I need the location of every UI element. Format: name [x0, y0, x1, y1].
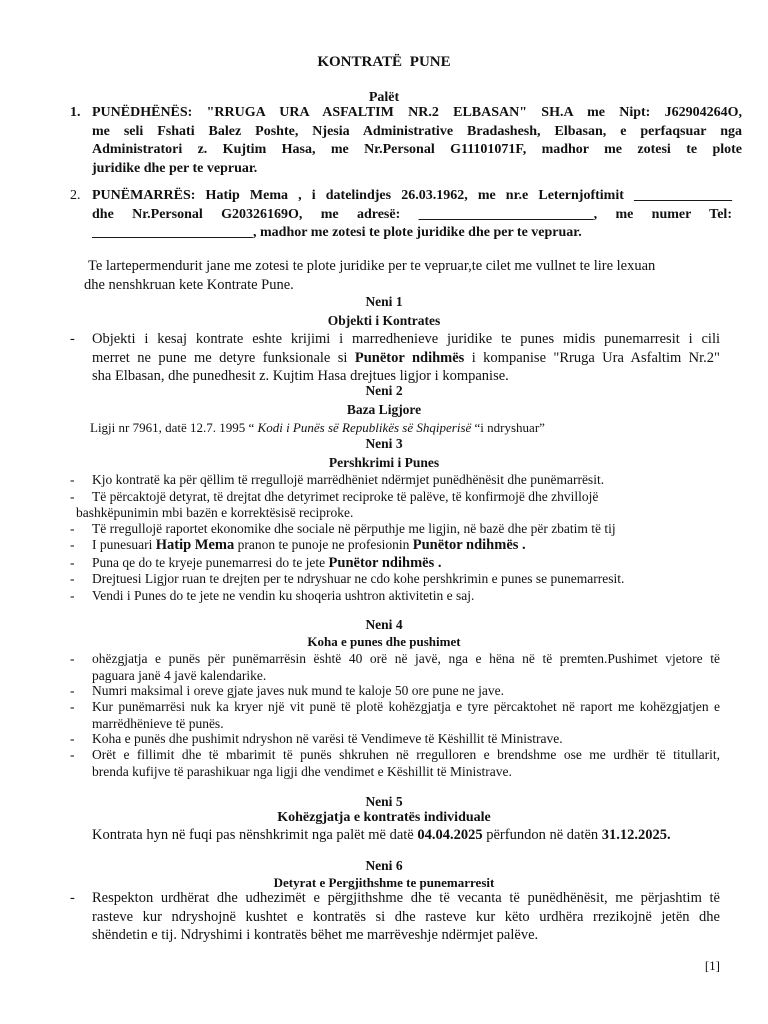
duration-text-start: Kontrata hyn në fuqi pas nënshkrimit nga palët më datë	[92, 827, 418, 843]
bullet-dash: -	[70, 571, 75, 586]
bullet-dash: -	[70, 521, 75, 536]
legal-basis-prefix: Ligji nr 7961, datë 12.7. 1995 “	[90, 420, 258, 435]
article-title: Kohëzgjatja e kontratës individuale	[277, 810, 491, 825]
duration-text-end: përfundon në datën	[482, 827, 602, 843]
start-date: 04.04.2025	[417, 827, 483, 843]
bullet-dash: -	[70, 555, 75, 570]
article-title: Baza Ligjore	[346, 402, 422, 417]
party-line: PUNËMARRËS: Hatip Mema , i datelindjes 26.03.1962, me nr.e Leternjoftimit ______________	[92, 188, 732, 203]
list-item-text: Të rregullojë raportet ekonomike dhe sociale në përputhje me ligjin, në bazë dhe për zbatim të tij	[92, 521, 616, 536]
article-title: Detyrat e Pergjithshme te punemarresit	[273, 875, 495, 890]
bullet-dash: -	[70, 747, 75, 762]
list-item-text: Puna qe do te kryeje punemarresi do te jete Punëtor ndihmës .	[92, 555, 442, 571]
article-heading: Neni 5	[365, 794, 403, 809]
list-item-text: Numri maksimal i oreve gjate javes nuk mund te kaloje 50 ore pune ne jave.	[92, 683, 505, 698]
bullet-dash: -	[70, 683, 75, 698]
list-item-text: Vendi i Punes do te jete ne vendin ku shoqeria ushtron aktivitetin e saj.	[92, 588, 475, 603]
party-line: me seli Fshati Balez Poshte, Njesia Administrative Bradashesh, Elbasan, e perfaqsuar nga	[92, 123, 742, 139]
party-line: PUNËDHËNËS: "RRUGA URA ASFALTIM NR.2 ELBASAN" SH.A me Nipt: J62904264O,	[92, 105, 742, 120]
party-line: juridike dhe per te vepruar.	[92, 160, 258, 176]
bullet-dash: -	[70, 731, 75, 746]
article-line: rasteve kur ndryshojnë kushtet e kontratës si dhe rasteve kur këto urdhëra rrezikojnë jetën dhe	[92, 908, 720, 925]
bullet-dash: -	[70, 651, 75, 666]
list-item-text: Orët e fillimit dhe të mbarimit të punës shkruhen në rregulloren e brendshme ose me urdhër të titullarit,	[92, 747, 720, 762]
intro-line: Te lartepermendurit jane me zotesi te plote juridike per te vepruar,te cilet me vullnet te lire lexuan	[88, 258, 656, 274]
list-item-text: paguara janë 4 javë kalendarike.	[92, 667, 267, 683]
list-item-text: I punesuari Hatip Mema pranon te punoje ne profesionin Punëtor ndihmës .	[92, 537, 526, 553]
article-heading: Neni 1	[365, 294, 403, 309]
bullet-dash: -	[70, 331, 75, 347]
legal-basis-suffix: “i ndryshuar”	[474, 420, 545, 435]
list-item-text: marrëdhënieve të punës.	[92, 715, 224, 731]
article-line: sha Elbasan, dhe punedhesit z. Kujtim Hasa drejtues ligjor i kompanise.	[92, 368, 509, 384]
article-line: Respekton urdhërat dhe udhezimët e përgjithshme dhe të vecanta të punëdhënësit, me përjashtim të	[92, 890, 720, 906]
intro-paragraph	[84, 257, 728, 295]
parties-heading: Palët	[368, 90, 400, 105]
list-item-text: Të përcaktojë detyrat, të drejtat dhe detyrimet reciproke të palëve, të konfirmojë dhe zhvillojë	[92, 489, 599, 504]
bullet-dash: -	[70, 537, 75, 552]
list-item-text: bashkëpunimin mbi bazën e korrektësisë reciproke.	[76, 505, 354, 520]
article-title: Koha e punes dhe pushimet	[307, 634, 461, 649]
intro-line: dhe nenshkruan kete Kontrate Pune.	[84, 277, 294, 293]
bullet-dash: -	[70, 489, 75, 504]
page-number: [1]	[704, 958, 720, 973]
legal-basis-code-name: Kodi i Punës së Republikës së Shqiperisë	[257, 420, 475, 435]
bullet-dash: -	[70, 890, 75, 906]
list-item-text: Koha e punës dhe pushimit ndryshon në varësi të Vendimeve të Këshillit të Ministrave.	[92, 731, 563, 746]
article-line: Objekti i kesaj kontrate eshte krijimi i marredhenieve juridike te punes midis punemarresit i cili	[92, 331, 720, 347]
article-line: shëndetin e tij. Ndryshimi i kontratës bëhet me marrëveshje ndërmjet palëve.	[92, 927, 539, 943]
list-item-text: Drejtuesi Ligjor ruan te drejten per te ndryshuar ne cdo kohe pershkrimin e punes se punemarresit.	[92, 571, 625, 586]
party-number: 1.	[70, 105, 81, 120]
document-title: KONTRATË PUNE	[317, 54, 451, 70]
list-item-text: brenda kufijve të parashikuar nga ligji dhe vendimet e Këshillit të Ministrave.	[92, 763, 512, 779]
article-heading: Neni 6	[365, 858, 403, 873]
list-item-text: Kjo kontratë ka për qëllim të rregullojë marrëdhëniet ndërmjet punëdhënësit dhe punëmarrësit.	[92, 472, 605, 487]
article-line: merret ne pune me detyre funksionale si Punëtor ndihmës i kompanise "Rruga Ura Asfaltim Nr.2"	[92, 349, 720, 366]
article-title: Objekti i Kontrates	[327, 313, 441, 328]
article-title: Pershkrimi i Punes	[328, 455, 440, 470]
article-heading: Neni 2	[365, 383, 403, 398]
party-number: 2.	[70, 188, 81, 203]
article-heading: Neni 4	[365, 617, 403, 632]
party-line: _______________________, madhor me zotesi te plote juridike dhe per te vepruar.	[92, 225, 582, 240]
party-line: Administratori z. Kujtim Hasa, me Nr.Personal G11101071F, madhor me zotesi te plote	[92, 142, 742, 157]
bullet-dash: -	[70, 472, 75, 487]
contract-duration-text	[92, 827, 671, 844]
list-item-text: Kur punëmarrësi nuk ka kryer një vit punë të plotë kohëzgjatja e tyre përcaktohet në raport me kohëzgjatjen e	[92, 699, 720, 714]
end-date: 31.12.2025.	[601, 827, 671, 843]
party-line: dhe Nr.Personal G20326169O, me adresë: _________________________, me numer Tel:	[92, 206, 732, 222]
list-item-text: ohëzgjatja e punës për punëmarrësin është 40 orë në javë, nga e hëna në të premten.Pushimet vjetore të	[92, 651, 720, 666]
article-heading: Neni 3	[365, 436, 403, 451]
bullet-dash: -	[70, 699, 75, 714]
legal-basis-text	[90, 420, 545, 436]
bullet-dash: -	[70, 588, 75, 603]
